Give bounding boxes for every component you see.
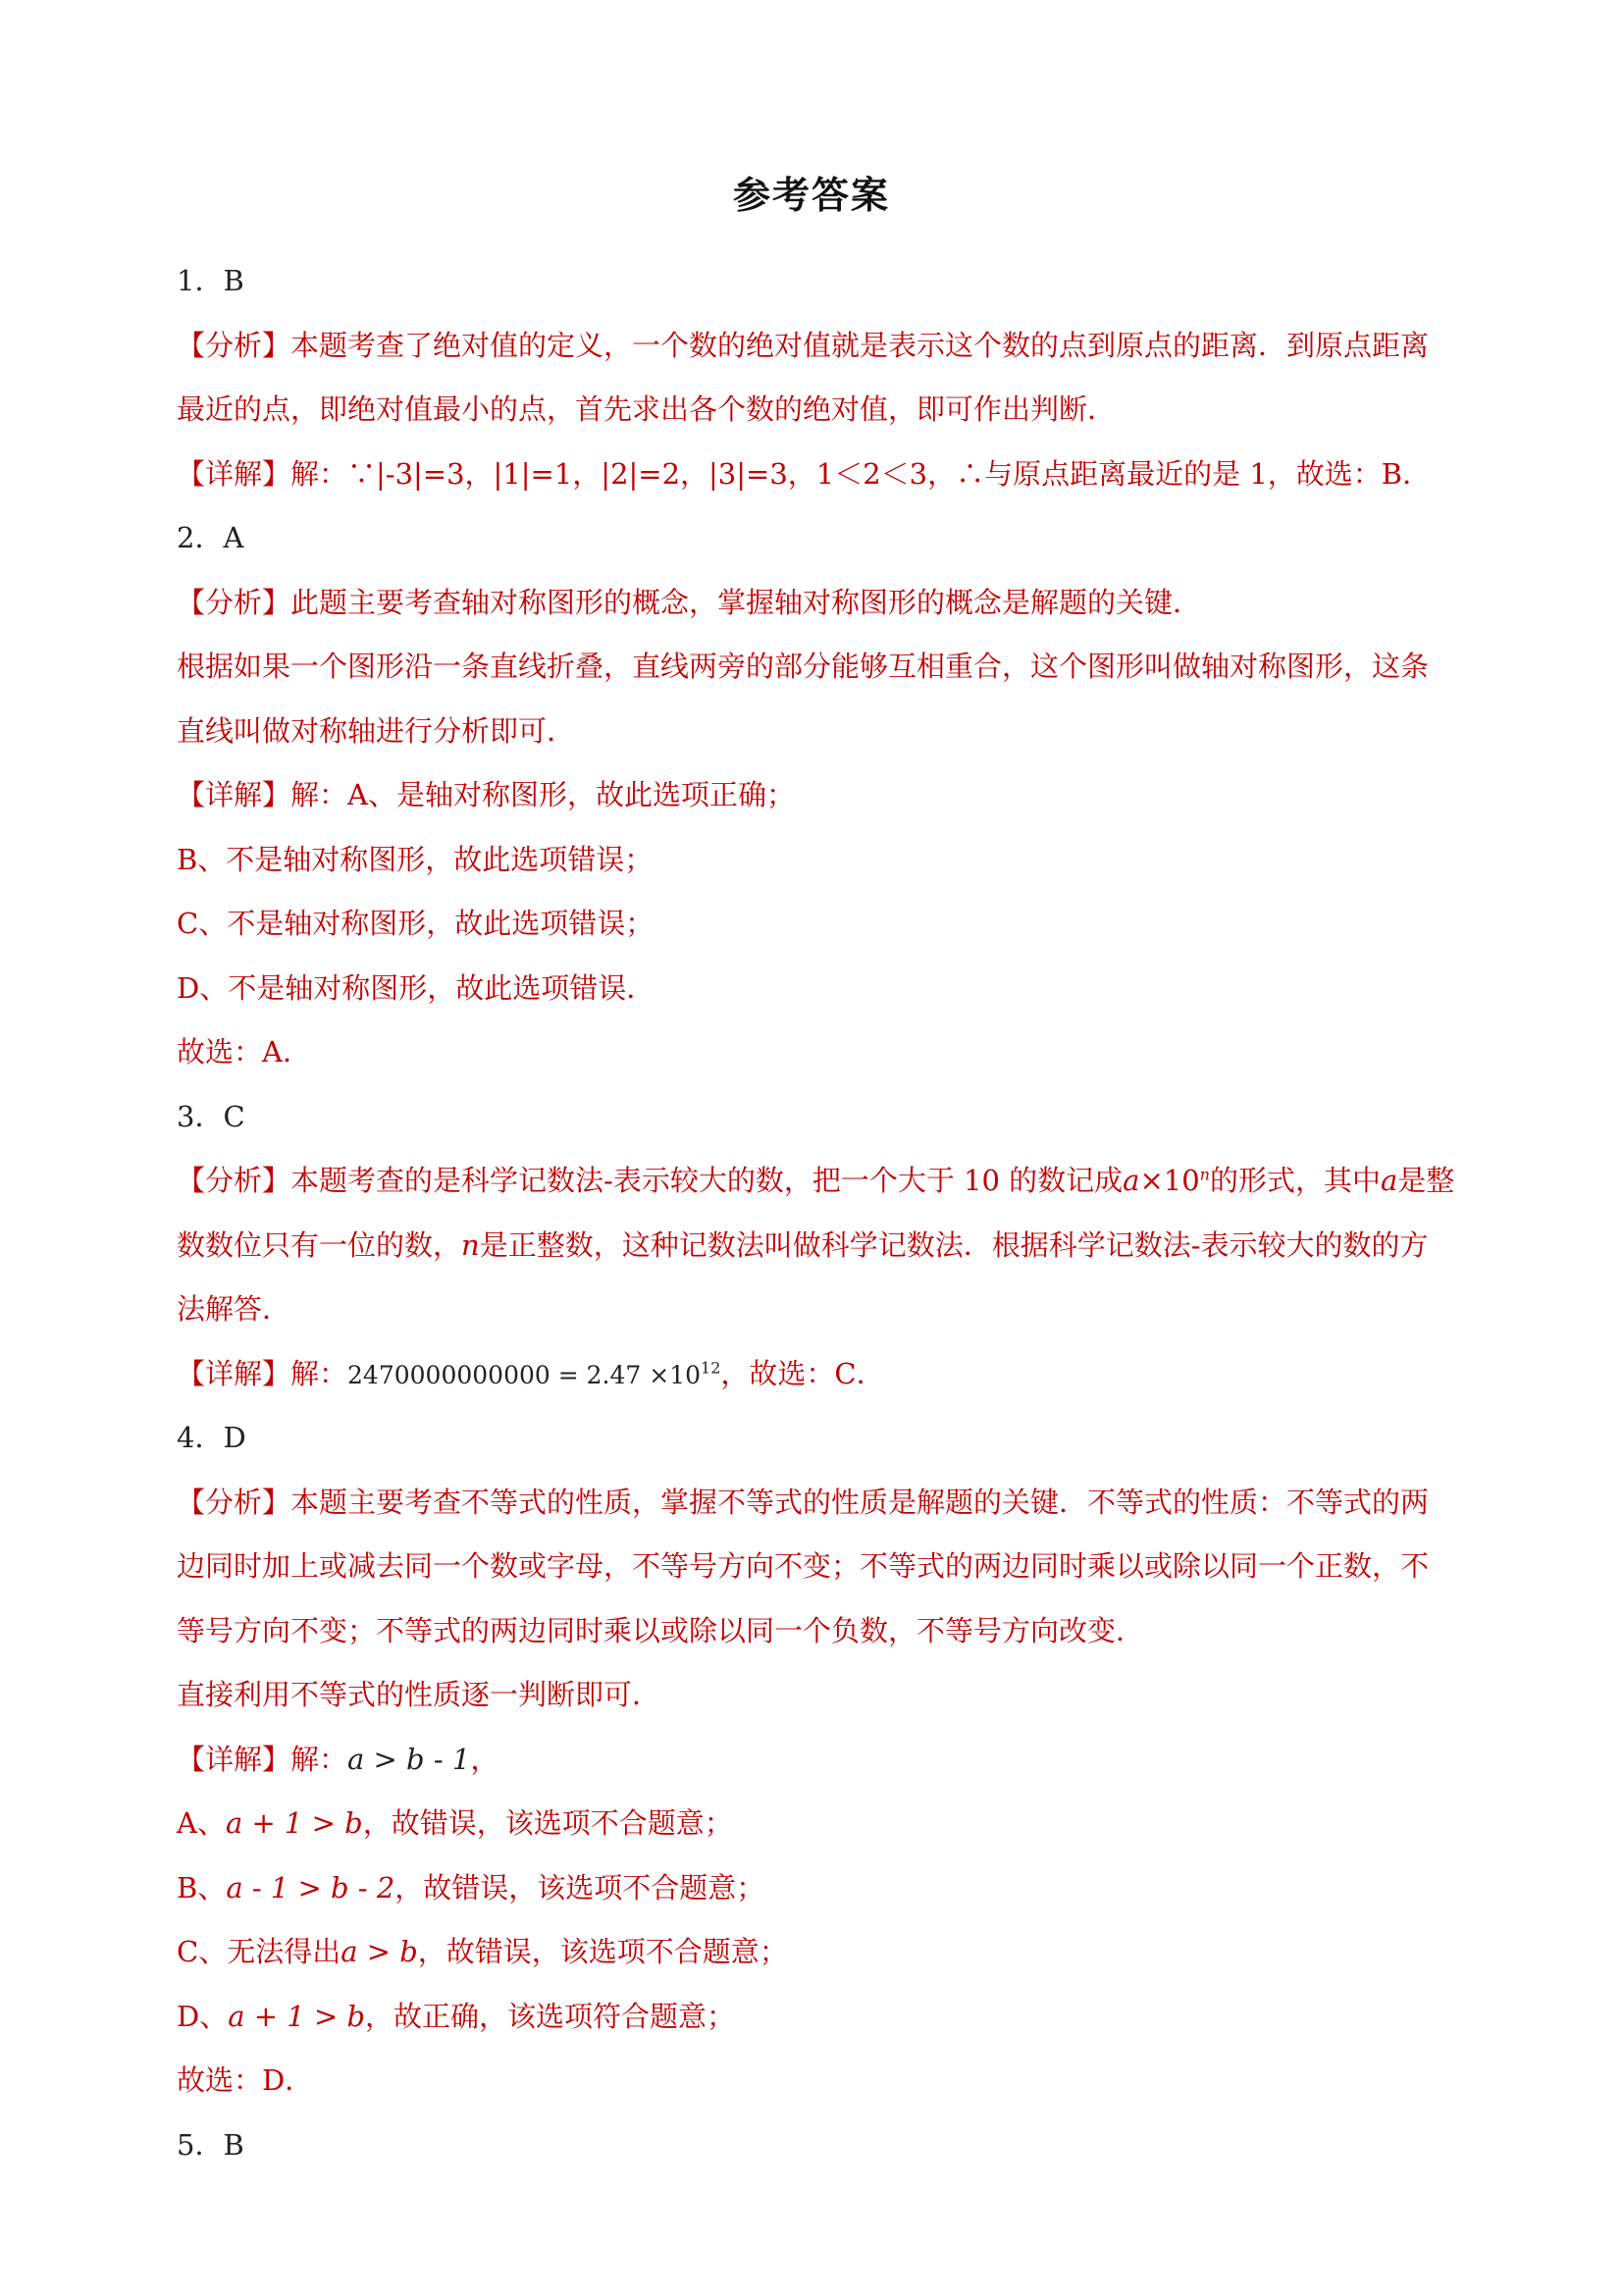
q2-analysis-text-2: 根据如果一个图形沿一条直线折叠，直线两旁的部分能够互相重合，这个图形叫做轴对称图形，这条 <box>177 650 1430 683</box>
q4-option-c-label: C、无法得出 <box>177 1935 341 1968</box>
q2-detail-text-1: 解：A、是轴对称图形，故此选项正确； <box>290 778 795 811</box>
q2-detail-text-5: 故选：A． <box>177 1035 311 1069</box>
q4-option-c-text: ，故错误，该选项不合题意； <box>417 1935 788 1968</box>
answer-number-1: 1．B <box>177 264 244 297</box>
analysis-tag: 【分析】 <box>177 1164 291 1197</box>
q2-detail-text-4: D、不是轴对称图形，故此选项错误． <box>177 970 655 1005</box>
q3-analysis-text-2a: 数数位只有一位的数， <box>177 1227 462 1262</box>
detail-tag: 【详解】 <box>177 778 291 811</box>
q4-option-c-formula: a > b <box>340 1935 418 1968</box>
q3-formula-exponent: n <box>1199 1165 1210 1184</box>
q1-analysis-text-2: 最近的点，即绝对值最小的点，首先求出各个数的绝对值，即可作出判断． <box>177 392 1117 426</box>
q4-option-a-text: ，故错误，该选项不合题意； <box>362 1806 733 1840</box>
q4-option-b-formula: a - 1 > b - 2 <box>226 1870 395 1905</box>
q3-analysis-text-2b: 是正整数，这种记数法叫做科学记数法．根据科学记数法-表示较大的数的方 <box>479 1227 1429 1262</box>
q4-analysis-line-1 <box>177 1471 1452 1536</box>
q1-analysis-line-1 <box>177 314 1452 379</box>
q4-option-d-text: ，故正确，该选项符合题意； <box>365 1999 736 2033</box>
q4-option-b-label: B、 <box>177 1870 227 1905</box>
q4-detail-text-1a: 解： <box>290 1742 348 1776</box>
q1-detail-line-1 <box>177 443 1452 507</box>
q3-detail-formula: 2470000000000 = 2.47 ×10 <box>347 1360 702 1389</box>
q2-analysis-line-1 <box>177 571 1452 636</box>
q3-detail-text-1b: ，故选：C． <box>720 1356 885 1390</box>
q3-analysis-text-1a: 本题考查的是科学记数法-表示较大的数，把一个大于 10 的数记成 <box>290 1164 1124 1197</box>
q4-analysis-text-2: 边同时加上或减去同一个数或字母，不等号方向不变；不等式的两边同时乘以或除以同一个正数，不 <box>177 1549 1430 1583</box>
answer-number-3: 3．C <box>177 1099 245 1133</box>
q4-option-b <box>177 1856 1452 1921</box>
q1-analysis-text-1: 本题考查了绝对值的定义，一个数的绝对值就是表示这个数的点到原点的距离．到原点距离 <box>290 328 1430 362</box>
q4-detail-text-5: 故选：D． <box>177 2063 314 2097</box>
answer-number-5: 5．B <box>177 2127 244 2162</box>
q4-option-a-label: A、 <box>177 1806 226 1840</box>
q3-analysis-line-1 <box>177 1149 1455 1214</box>
q3-formula-times: ×10 <box>1139 1164 1200 1197</box>
q4-analysis-text-4: 直接利用不等式的性质逐一判断即可． <box>177 1678 661 1711</box>
q4-option-a-formula: a + 1 > b <box>225 1806 363 1840</box>
q4-analysis-text-1: 本题主要考查不等式的性质，掌握不等式的性质是解题的关键．不等式的性质：不等式的两 <box>290 1485 1430 1519</box>
answer-content <box>177 249 1455 2177</box>
q4-detail-formula: a > b - 1 <box>347 1742 471 1776</box>
detail-tag: 【详解】 <box>177 456 291 491</box>
answer-number-2: 2．A <box>177 521 244 554</box>
q2-analysis-text-3: 直线叫做对称轴进行分析即可． <box>177 713 576 748</box>
page-title: 参考答案 <box>732 174 890 217</box>
q2-detail-text-2: B、不是轴对称图形，故此选项错误； <box>177 842 654 876</box>
answer-number-4: 4．D <box>177 1421 246 1454</box>
q3-detail-line-1 <box>177 1342 1452 1407</box>
q4-option-d-label: D、 <box>177 1999 229 2033</box>
detail-tag: 【详解】 <box>177 1742 291 1776</box>
q4-option-d <box>177 1985 1452 2050</box>
q2-analysis-text-1: 此题主要考查轴对称图形的概念，掌握轴对称图形的概念是解题的关键． <box>290 585 1202 619</box>
detail-tag: 【详解】 <box>177 1356 291 1390</box>
analysis-tag: 【分析】 <box>177 585 291 619</box>
q3-var-n: n <box>461 1227 480 1262</box>
q2-detail-line-1 <box>177 763 1452 828</box>
q3-analysis-line-2 <box>177 1214 1452 1278</box>
q4-detail-line-1 <box>177 1728 1452 1793</box>
q4-option-a <box>177 1792 1452 1856</box>
q4-option-b-text: ，故错误，该选项不合题意； <box>394 1870 765 1905</box>
analysis-tag: 【分析】 <box>177 1485 291 1519</box>
q1-detail-text-1: 解：∵|-3|=3，|1|=1，|2|=2，|3|=3，1＜2＜3，∴与原点距离最近的是 1，故选：B． <box>290 456 1432 491</box>
q4-detail-text-1b: ， <box>470 1742 499 1776</box>
q3-var-a: a <box>1380 1164 1398 1197</box>
q4-option-d-formula: a + 1 > b <box>228 1999 366 2033</box>
q3-detail-text-1a: 解： <box>290 1356 348 1390</box>
q4-analysis-text-3: 等号方向不变；不等式的两边同时乘以或除以同一个负数，不等号方向改变． <box>177 1613 1145 1647</box>
q3-analysis-text-1c: 是整 <box>1397 1164 1455 1197</box>
q3-analysis-text-1b: 的形式，其中 <box>1209 1164 1381 1197</box>
q2-detail-text-3: C、不是轴对称图形，故此选项错误； <box>177 907 654 940</box>
analysis-tag: 【分析】 <box>177 328 291 362</box>
q3-detail-exponent: 12 <box>701 1357 721 1377</box>
q3-formula-a: a <box>1123 1164 1140 1197</box>
q3-analysis-text-3: 法解答． <box>177 1292 291 1326</box>
q4-option-c <box>177 1920 1452 1985</box>
